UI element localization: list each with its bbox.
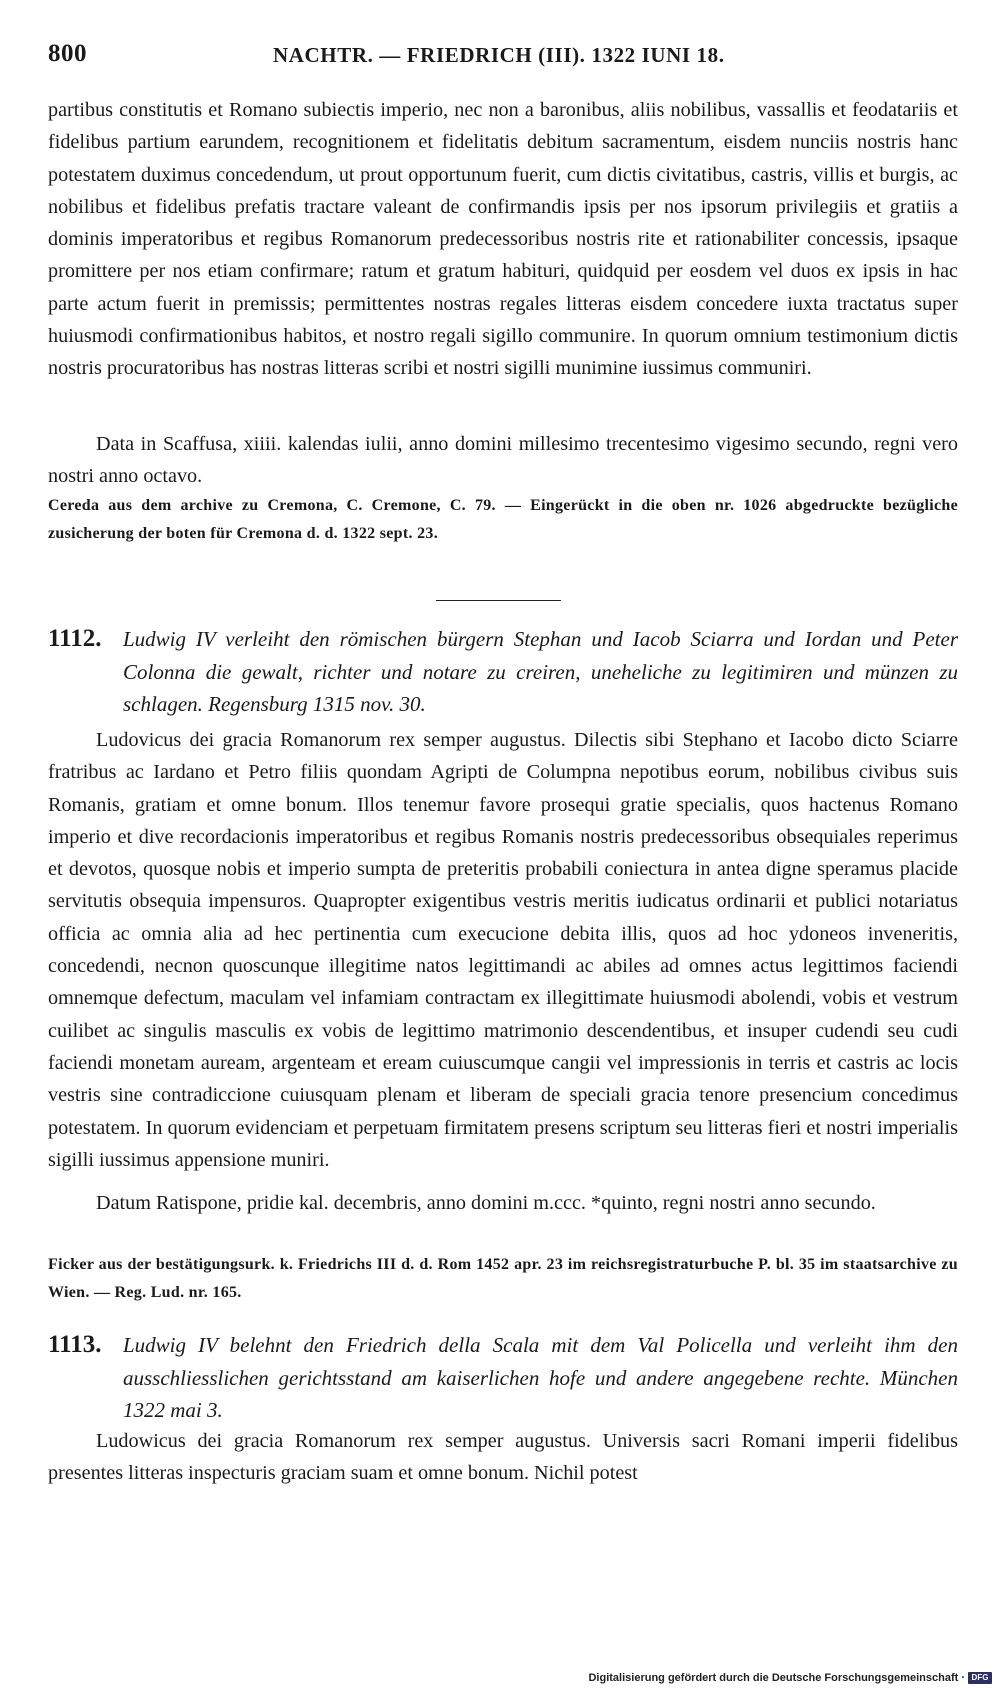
digitization-credit [588, 1672, 992, 1684]
entry-number: 1112. [48, 625, 102, 652]
entry-1113-text: Ludowicus dei gracia Romanorum rex semper augustus. Universis sacri Romani imperii fidelibus presentes litteras inspecturis graciam suam et omne bonum. Nichil potest [48, 1430, 958, 1485]
entry-summary: Ludwig IV belehnt den Friedrich della Scala mit dem Val Policella und verleiht ihm den ausschliesslichen gerichtsstand am kaiserlichen hofe und andere angegebene rechte. München 1322 mai 3. [123, 1333, 958, 1422]
intro-source-note: Cereda aus dem archive zu Cremona, C. Cremone, C. 79. — Eingerückt in die oben nr. 1026 abgedruckte bezügliche zusicherung der boten für Cremona d. d. 1322 sept. 23. [48, 497, 958, 542]
running-title: NACHTR. — FRIEDRICH (III). 1322 IUNI 18. [273, 43, 725, 67]
page-number: 800 [48, 40, 87, 67]
intro-dating: Data in Scaffusa, xiiii. kalendas iulii, anno domini millesimo trecentesimo vigesimo secundo, regni vero nostri anno octavo. [48, 433, 958, 488]
entry-1112-dating: Datum Ratispone, pridie kal. decembris, anno domini m.ccc. *quinto, regni nostri anno secundo. [96, 1192, 876, 1214]
intro-paragraph: partibus constitutis et Romano subiectis imperio, nec non a baronibus, aliis nobilibus, vassallis et feodatariis et fidelibus partium earundem, recognitionem et fidelitatis debitum sacramentum, eisdem nunciis nostris hanc potestatem duximus concedendum, ut prout opportunum fuerit, cum dictis civitatibus, castris, villis et burgis, ac nobilibus et fidelibus prefatis tractare valeant de confirmandis ipsis per nos ipsorum privilegiis et gratiis a dominis imperatoribus et regibus Romanorum predecessoribus nostris rite et rationabiliter concessis, ipsaque promittere per nos etiam confirmare; ratum et gratum habituri, quidquid per eosdem vel duos ex ipsis in hac parte actum fuerit in premissis; permittentes nostras regales litteras eisdem concedere iuxta tractatus super huiusmodi confirmationibus habitos, et nostro regali sigillo communire. In quorum omnium testimonium dictis nostris procuratoribus has nostras litteras scribi et nostri sigilli munimine iussimus communiri. [48, 99, 958, 380]
entry-1112-source-note: Ficker aus der bestätigungsurk. k. Friedrichs III d. d. Rom 1452 apr. 23 im reichsregistraturbuche P. bl. 35 im staatsarchive zu Wien. — Reg. Lud. nr. 165. [48, 1256, 958, 1301]
entry-summary: Ludwig IV verleiht den römischen bürgern Stephan und Iacob Sciarra und Iordan und Peter Colonna die gewalt, richter und notare zu creiren, uneheliche zu legitimiren und münzen zu schlagen. Regensburg 1315 nov. 30. [123, 627, 958, 716]
entry-number: 1113. [48, 1331, 102, 1358]
dfg-logo: DFG [968, 1672, 992, 1684]
entry-heading-1112 [48, 623, 958, 721]
credit-text: Digitalisierung gefördert durch die Deutsche Forschungsgemeinschaft · [588, 1671, 965, 1684]
section-divider [436, 600, 561, 601]
entry-heading-1113 [48, 1329, 958, 1427]
running-head [48, 40, 950, 74]
entry-1112-text: Ludovicus dei gracia Romanorum rex semper augustus. Dilectis sibi Stephano et Iacobo dicto Sciarre fratribus ac Iardano et Petro filiis quondam Agripti de Columpna nepotibus eorum, nobilibus civibus suis Romanis, gratiam et omne bonum. Illos tenemur favore prosequi gratie specialis, quos hactenus Romano imperio et dive recordacionis imperatoribus et regibus Romanis nostris predecessoribus obsequiales reperimus et devotos, quosque nobis et imperio sumpta de preteritis probabili coniectura in antea digne speramus placide servitutis obsequia impensuros. Quapropter exigentibus vestris meritis iudicatus ordinarii et publici notariatus officia ac omnia alia ad hec pertinentia cum execucione debita illis, quos ad hoc ydoneos inveneritis, concedendi, necnon quoscunque illegitime natos legittimandi ac abiles ad omnes actus legittimos faciendi omnemque defectum, maculam vel infamiam contractam ex illegittimate huiusmodi abolendi, vobis et vestrum cuilibet ac singulis masculis ex vobis de legittimo matrimonio descendentibus, et insuper cudendi seu cudi faciendi monetam auream, argenteam et eream cuiuscumque cangii vel impressionis in terris et castris ac locis vestris sine contradiccione cuiusquam plenam et liberam de speciali gracia tenore presencium concedimus potestatem. In quorum evidenciam et perpetuam firmitatem presens scriptum seu litteras fieri et nostri imperialis sigilli iussimus appensione muniri. [48, 729, 958, 1171]
